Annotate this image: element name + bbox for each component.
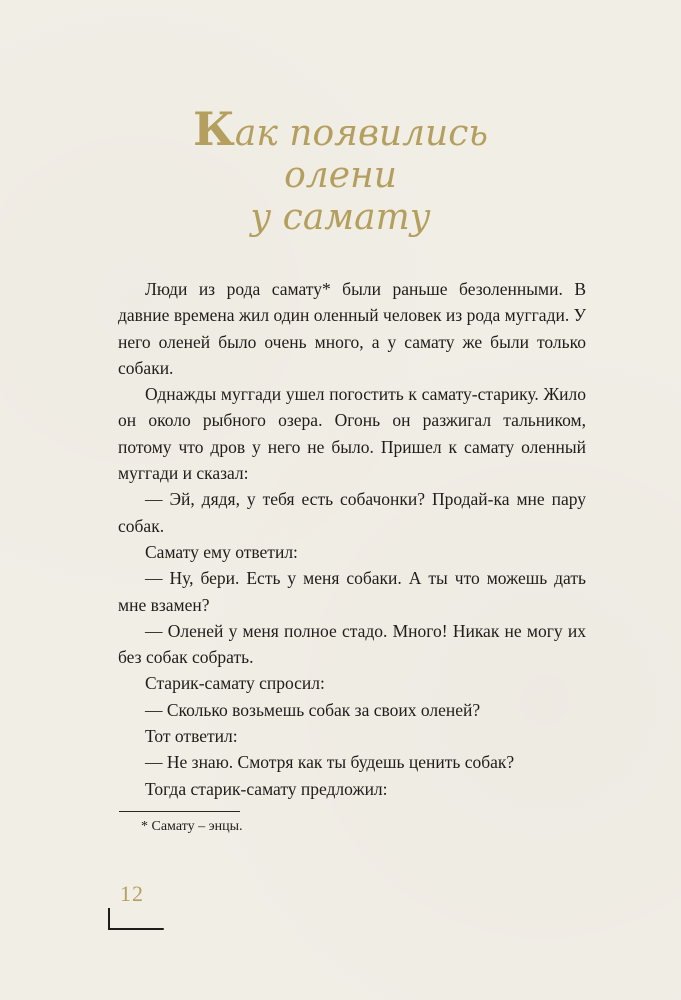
paragraph: — Ну, бери. Есть у меня собаки. А ты что можешь дать мне взамен? bbox=[118, 568, 586, 615]
title-drop-letter: К bbox=[193, 102, 235, 156]
paragraph: — Эй, дядя, у тебя есть собачонки? Продай-ка мне пару собак. bbox=[118, 489, 586, 536]
corner-mark-vertical bbox=[108, 908, 110, 930]
paragraph: Тогда старик-самату предложил: bbox=[145, 778, 388, 799]
paragraph: Однажды муггади ушел погостить к самату-старику. Жило он около рыбного озера. Огонь он разжигал тальником, потому что дров у него не было. Пришел к самату оленный муггади и сказал: bbox=[118, 384, 586, 484]
paragraph: Тот ответил: bbox=[145, 726, 238, 747]
paragraph: — Оленей у меня полное стадо. Много! Никак не могу их без собак собрать. bbox=[118, 620, 586, 668]
corner-mark-horizontal bbox=[108, 928, 164, 930]
paragraph: Самату ему ответил: bbox=[145, 541, 298, 562]
body-text bbox=[118, 276, 586, 802]
chapter-title bbox=[0, 102, 681, 239]
title-line-1-text: ак появились bbox=[234, 113, 488, 154]
paragraph: — Не знаю. Смотря как ты будешь ценить собак? bbox=[145, 752, 515, 773]
page-number: 12 bbox=[120, 881, 144, 906]
paragraph: — Сколько возьмешь собак за своих оленей? bbox=[145, 699, 481, 720]
title-line-2: олени bbox=[284, 155, 397, 196]
title-line-3: у самату bbox=[250, 197, 431, 238]
paragraph: Старик-самату спросил: bbox=[145, 673, 325, 694]
footnote: * Самату – энцы. bbox=[141, 819, 243, 834]
footnote-divider bbox=[119, 811, 240, 812]
paragraph: Люди из рода самату* были раньше безоленными. В давние времена жил один оленный человек из рода муггади. У него оленей было очень много, а у самату же были только собаки. bbox=[118, 279, 586, 378]
title-line-1 bbox=[0, 102, 681, 156]
